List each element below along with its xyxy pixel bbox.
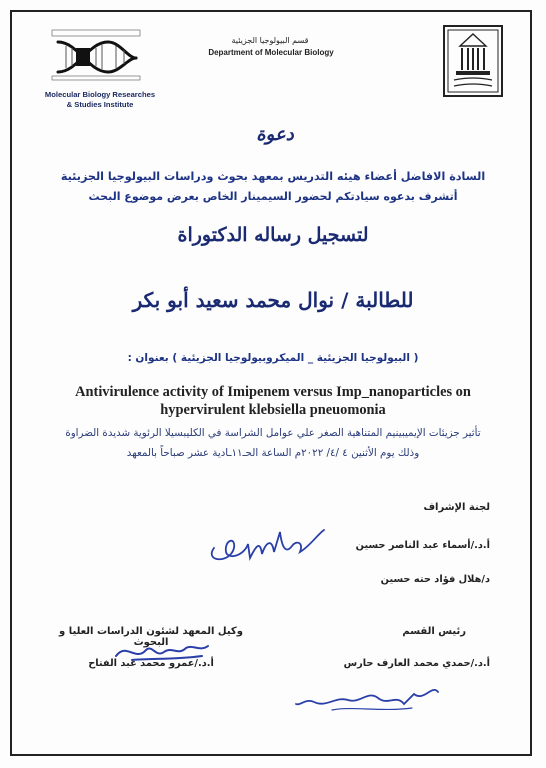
department-head-signature: [292, 678, 442, 718]
university-seal-icon: [442, 24, 504, 98]
vice-dean-name: أ.د./عمرو محمد عبد الفتاح: [88, 658, 214, 669]
supervisor-signature: [200, 518, 330, 568]
institute-name-line-2: & Studies Institute: [66, 100, 134, 109]
dna-double-helix-logo-icon: [50, 28, 142, 82]
invitation-heading: دعوة: [256, 124, 294, 145]
supervisor-2: د/هلال فؤاد حته حسين: [380, 574, 490, 585]
subject-line: ( البيولوجيا الجزيئية _ الميكروبيولوجيا الجزيئية ) بعنوان :: [127, 352, 419, 364]
addressee-line: السادة الافاضل أعضاء هيئه التدريس بمعهد بحوث ودراسات البيولوجيا الجزيئية: [60, 170, 486, 183]
seminar-datetime: وذلك يوم الأثنين ٤ /٤/ ٢٠٢٢م الساعة الحـ١١ـادية عشر صباحاً بالمعهد: [126, 447, 420, 459]
supervisor-1: أ.د./أسماء عبد الناصر حسين: [355, 540, 490, 551]
institute-name-line-1: Molecular Biology Researches: [44, 90, 156, 99]
student-name: للطالبة / نوال محمد سعيد أبو بكر: [132, 288, 414, 312]
thesis-title-en: [36, 383, 510, 419]
purpose-line: لتسجيل رساله الدكتوراة: [177, 224, 369, 246]
thesis-title-en-line-1: Antivirulence activity of Imipenem versus Imp_nanoparticles on: [75, 384, 471, 400]
vice-dean-title: وكيل المعهد لشئون الدراسات العليا و البحوث: [59, 626, 243, 648]
institute-name-en: [30, 90, 170, 110]
department-head-title: رئيس القسم: [402, 626, 466, 637]
thesis-title-ar: تأثير جزيئات الإيميبينيم المتناهية الصغر علي عوامل الشراسة في الكليبسيلا الرئوية شديدة الضراوة: [65, 427, 481, 439]
vice-dean-signature: [112, 636, 212, 666]
department-name-ar: قسم البيولوجيا الجزيئية: [231, 36, 309, 45]
thesis-title-en-line-2: hypervirulent klebsiella pneuomonia: [160, 402, 386, 418]
department-head-name: أ.د./حمدي محمد العارف حارس: [343, 658, 490, 669]
committee-heading: لجنة الإشراف: [423, 502, 490, 513]
honor-line: أتشرف بدعوه سيادتكم لحضور السيمينار الخاص بعرض موضوع البحث: [88, 190, 458, 203]
department-name-en: Department of Molecular Biology: [208, 48, 334, 57]
